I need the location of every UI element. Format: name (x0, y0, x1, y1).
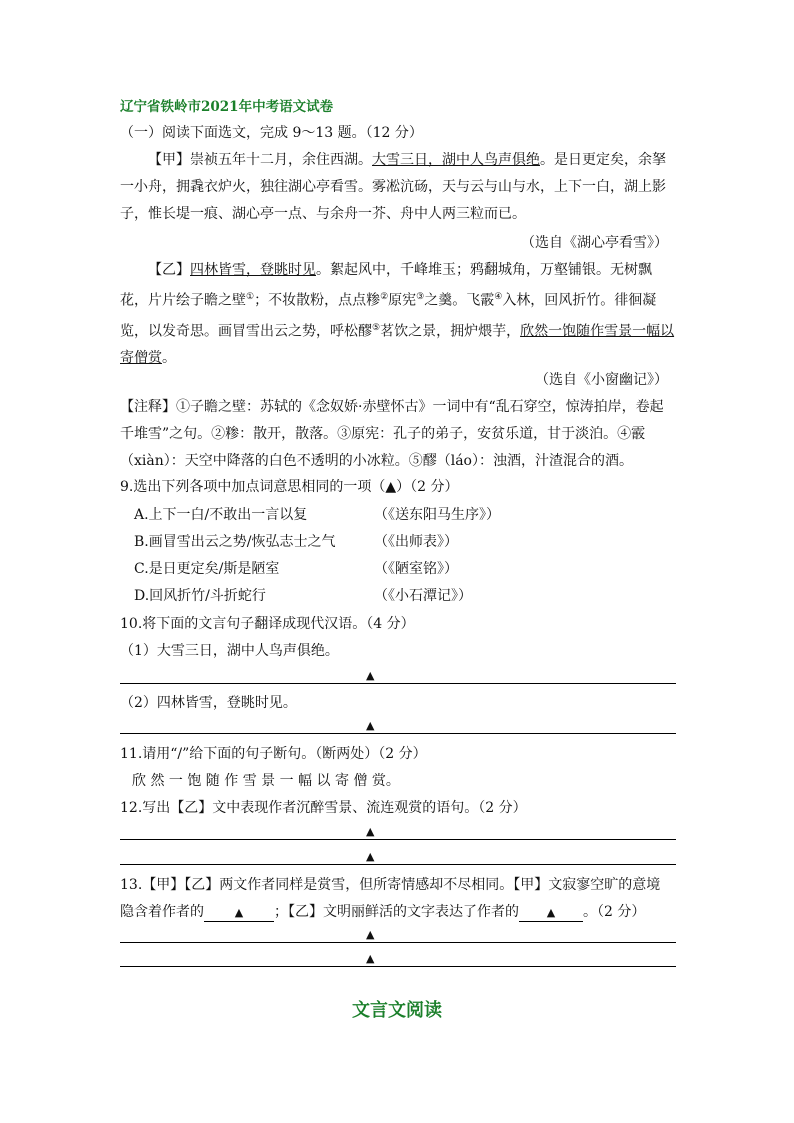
question-10-stem: 10.将下面的文言句子翻译成现代汉语。（4 分） (120, 616, 415, 632)
passage-text: 入林，回风折竹。徘徊凝览，以发奇思。画冒雪出云之势，呼松醪 (120, 292, 657, 340)
answer-marker: ▲ (366, 952, 375, 965)
section-title: 文言文阅读 (352, 1000, 442, 1021)
passage-source: （选自《湖心亭看雪》） (521, 235, 668, 251)
passage-tag: 【甲】 (148, 152, 190, 168)
answer-line (120, 683, 676, 684)
passage-yi (120, 257, 676, 372)
question-13-text: 隐含着作者的 (120, 904, 204, 920)
question-13-line-2 (120, 901, 645, 922)
option-d: D.回风折竹/斗折蛇行 (134, 588, 266, 604)
answer-line (120, 864, 676, 865)
note-marker: ① (246, 292, 255, 302)
question-11-stem: 11.请用“/”给下面的句子断句。（断两处）（2 分） (120, 746, 427, 762)
answer-line (120, 733, 676, 734)
passage-text: 茗饮之景，拥炉煨芋， (380, 323, 521, 340)
underlined-sentence: 四林皆雪，登眺时见 (190, 262, 316, 278)
section-intro: （一）阅读下面选文，完成 9～13 题。（12 分） (120, 125, 423, 141)
option-c-source: （《陋室铭》） (374, 561, 458, 577)
answer-marker: ▲ (366, 928, 375, 941)
option-a-source: （《送东阳马生序》） (374, 507, 500, 523)
annotation-notes: 【注释】①子瞻之壁：苏轼的《念奴娇·赤壁怀古》一词中有“乱石穿空，惊涛拍岸，卷起千堆雪”之句。②糁：散开，散落。③原宪：孔子的弟子，安贫乐道，甘于淡泊。④霰（xiàn）：天空中降落的白色不透明的小冰粒。⑤醪（láo）：浊酒，汁渣混合的酒。 (120, 399, 664, 469)
answer-line (120, 839, 676, 840)
question-13-text: ；【乙】文明丽鲜活的文字表达了作者的 (274, 904, 519, 920)
answer-line (120, 942, 676, 943)
option-d-source: （《小石潭记》） (374, 588, 472, 604)
answer-marker: ▲ (366, 669, 375, 682)
note-marker: ② (380, 292, 389, 302)
question-12-stem: 12.写出【乙】文中表现作者沉醉雪景、流连观赏的语句。（2 分） (120, 800, 527, 816)
answer-line (120, 966, 676, 967)
answer-marker: ▲ (366, 850, 375, 863)
passage-tag: 【乙】 (148, 262, 190, 278)
passage-text: 之羹。飞霰 (424, 292, 495, 309)
answer-marker: ▲ (366, 719, 375, 732)
passage-source: （选自《小窗幽记》） (535, 372, 668, 388)
passage-jia (120, 147, 676, 228)
question-13-text: 。（2 分） (583, 904, 646, 920)
fill-blank-1[interactable]: ▲ (204, 906, 274, 922)
note-marker: ⑤ (372, 322, 381, 333)
question-10-sentence-1: （1）大雪三日，湖中人鸟声俱绝。 (120, 643, 339, 659)
passage-text: 。是日更定矣，余拏一小舟，拥毳衣炉火，独往湖心亭看雪。雾凇沆砀，天与云与山与水，上下一白，湖上影子，惟长堤一痕、湖心亭一点、与余舟一芥、舟中人两三粒而已。 (120, 152, 666, 222)
option-b-source: （《出师表》） (374, 534, 458, 550)
passage-text: 原宪 (388, 292, 417, 309)
option-a: A.上下一白/不敢出一言以复 (134, 507, 308, 523)
option-b: B.画冒雪出云之势/恢弘志士之气 (134, 534, 336, 550)
question-10-sentence-2: （2）四林皆雪，登眺时见。 (120, 695, 297, 711)
passage-text: ；不妆散粉，点点糁 (254, 292, 381, 309)
fill-blank-2[interactable]: ▲ (519, 906, 583, 922)
answer-marker: ▲ (366, 825, 375, 838)
question-9-stem: 9.选出下列各项中加点词意思相同的一项（▲）（2 分） (120, 479, 459, 495)
doc-title: 辽宁省铁岭市2021年中考语文试卷 (120, 99, 334, 115)
underlined-sentence: 大雪三日，湖中人鸟声俱绝 (372, 152, 540, 168)
note-marker: ③ (416, 292, 425, 302)
question-11-sentence: 欣 然 一 饱 随 作 雪 景 一 幅 以 寄 僧 赏。 (132, 773, 400, 789)
passage-text: 。絮起风中，千峰堆玉；鸦翻城角，万壑铺银。无树飘花，片片绘子瞻之壁 (120, 262, 652, 309)
option-c: C.是日更定矣/斯是陋室 (134, 561, 280, 577)
passage-text: 崇祯五年十二月，余住西湖。 (190, 152, 372, 168)
question-13-line-1: 13.【甲】【乙】两文作者同样是赏雪，但所寄情感却不尽相同。【甲】文寂寥空旷的意境 (120, 877, 661, 893)
underlined-sentence: 欣然一饱随作雪景一幅以寄僧赏 (120, 323, 675, 367)
passage-text: 。 (162, 350, 176, 367)
note-marker: ④ (494, 292, 503, 302)
